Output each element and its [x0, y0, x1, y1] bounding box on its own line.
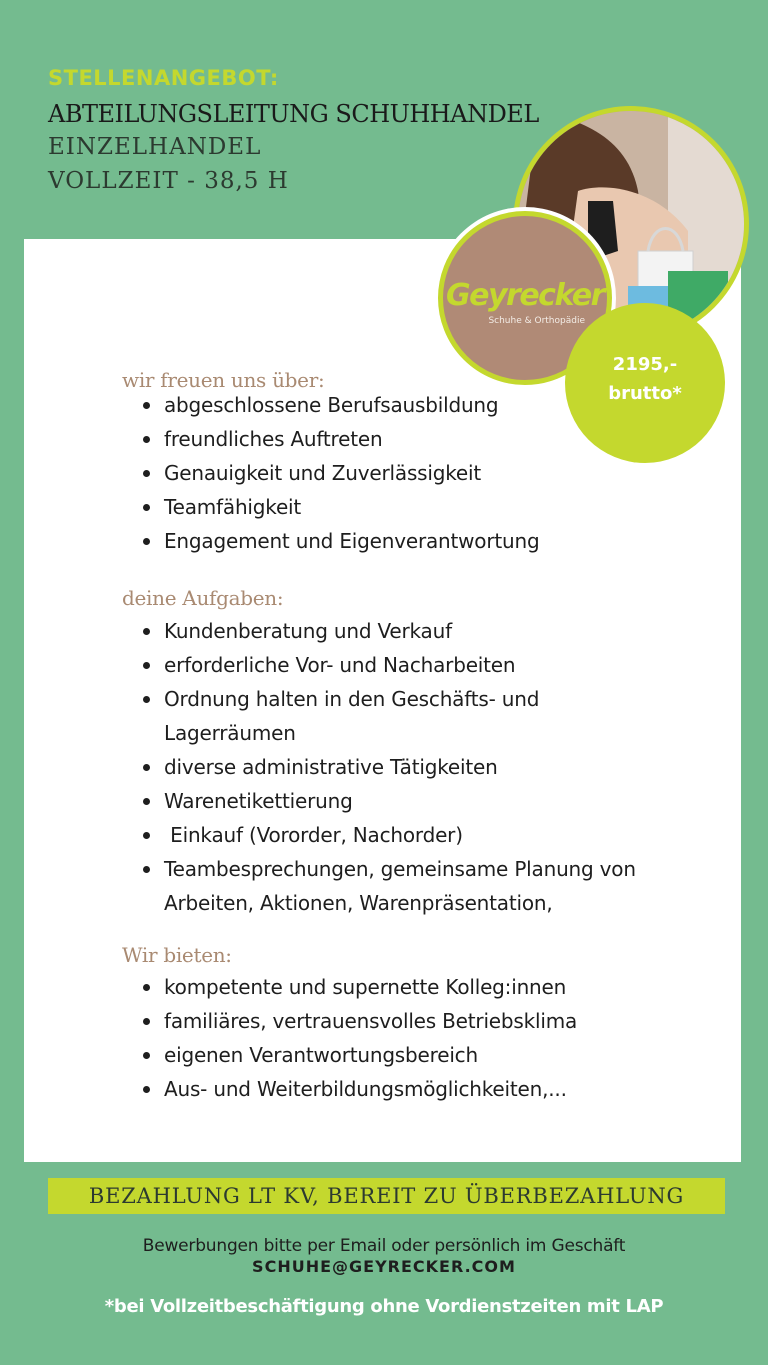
salary-amount: 2195,- — [612, 354, 678, 375]
list-item: Warenetikettierung — [140, 784, 680, 818]
application-text: Bewerbungen bitte per Email oder persönlich im Geschäft — [142, 1236, 626, 1256]
list-item: Ordnung halten in den Geschäfts- und Lagerräumen — [140, 682, 594, 750]
list-item: eigenen Verantwortungsbereich — [140, 1038, 577, 1072]
requirements-heading: wir freuen uns über: — [122, 368, 325, 392]
offers-heading: Wir bieten: — [122, 943, 232, 967]
list-item: diverse administrative Tätigkeiten — [140, 750, 680, 784]
list-item: freundliches Auftreten — [140, 422, 539, 456]
list-item: erforderliche Vor- und Nacharbeiten — [140, 648, 680, 682]
list-item: Aus- und Weiterbildungsmöglichkeiten,... — [140, 1072, 577, 1106]
list-item: Einkauf (Vororder, Nachorder) — [140, 818, 680, 852]
job-sector: EINZELHANDEL — [48, 134, 262, 160]
salary-unit: brutto* — [608, 383, 682, 404]
pay-banner: BEZAHLUNG LT KV, BEREIT ZU ÜBERBEZAHLUNG — [48, 1178, 725, 1214]
job-offer-label: STELLENANGEBOT: — [48, 66, 279, 90]
offers-list — [140, 970, 577, 1106]
list-item: Kundenberatung und Verkauf — [140, 614, 680, 648]
list-item: abgeschlossene Berufsausbildung — [140, 388, 539, 422]
application-email[interactable]: SCHUHE@GEYRECKER.COM — [252, 1257, 516, 1276]
logo-wordmark: Geyrecker — [446, 278, 604, 313]
salary-badge — [565, 303, 725, 463]
list-item: familiäres, vertrauensvolles Betriebsklima — [140, 1004, 577, 1038]
requirements-list — [140, 388, 539, 558]
tasks-list — [140, 614, 680, 920]
list-item: Engagement und Eigenverantwortung — [140, 524, 539, 558]
tasks-heading: deine Aufgaben: — [122, 586, 284, 610]
footnote: *bei Vollzeitbeschäftigung ohne Vordienstzeiten mit LAP — [104, 1296, 664, 1317]
list-item: Genauigkeit und Zuverlässigkeit — [140, 456, 539, 490]
list-item: Teambesprechungen, gemeinsame Planung von Arbeiten, Aktionen, Warenpräsentation, — [140, 852, 680, 920]
job-hours: VOLLZEIT - 38,5 H — [48, 168, 289, 194]
list-item: kompetente und supernette Kolleg:innen — [140, 970, 577, 1004]
logo-tagline: Schuhe & Orthopädie — [488, 316, 585, 326]
job-title: ABTEILUNGSLEITUNG SCHUHHANDEL — [48, 100, 539, 128]
list-item: Teamfähigkeit — [140, 490, 539, 524]
